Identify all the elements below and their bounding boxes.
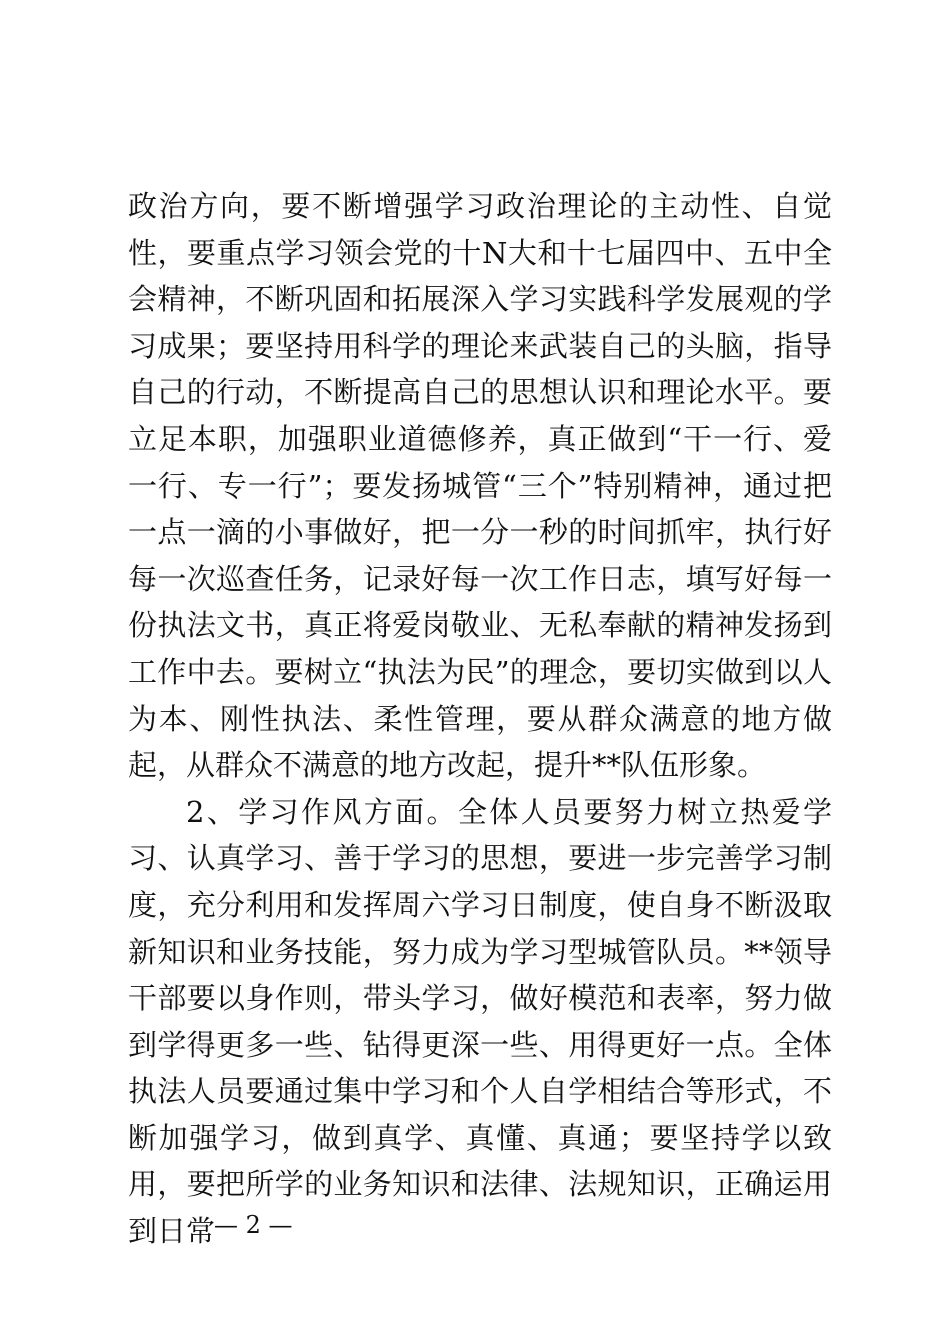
page-number: — 2 — bbox=[214, 1211, 293, 1239]
paragraph-1: 政治方向，要不断增强学习政治理论的主动性、自觉性，要重点学习领会党的十N大和十七届四中、五中全会精神，不断巩固和拓展深入学习实践科学发展观的学习成果；要坚持用科学的理论来武装自己的头脑，指导自己的行动，不断提高自己的思想认识和理论水平。要立足本职，加强职业道德修养，真正做到“干一行、爱一行、专一行”；要发扬城管“三个”特别精神，通过把一点一滴的小事做好，把一分一秒的时间抓牢，执行好每一次巡查任务，记录好每一次工作日志，填写好每一份执法文书，真正将爱岗敬业、无私奉献的精神发扬到工作中去。要树立“执法为民”的理念，要切实做到以人为本、刚性执法、柔性管理，要从群众满意的地方做起，从群众不满意的地方改起，提升**队伍形象。 bbox=[128, 189, 832, 783]
paragraph-2: 2、学习作风方面。全体人员要努力树立热爱学习、认真学习、善于学习的思想，要进一步完善学习制度，充分利用和发挥周六学习日制度，使自身不断汲取新知识和业务技能，努力成为学习型城管队员。**领导干部要以身作则，带头学习，做好模范和表率，努力做到学得更多一些、钻得更深一些、用得更好一点。全体执法人员要通过集中学习和个人自学相结合等形式，不断加强学习，做到真学、真懂、真通；要坚持学以致用，要把所学的业务知识和法律、法规知识，正确运用到日常 bbox=[128, 794, 832, 1249]
body-text bbox=[128, 183, 832, 1255]
